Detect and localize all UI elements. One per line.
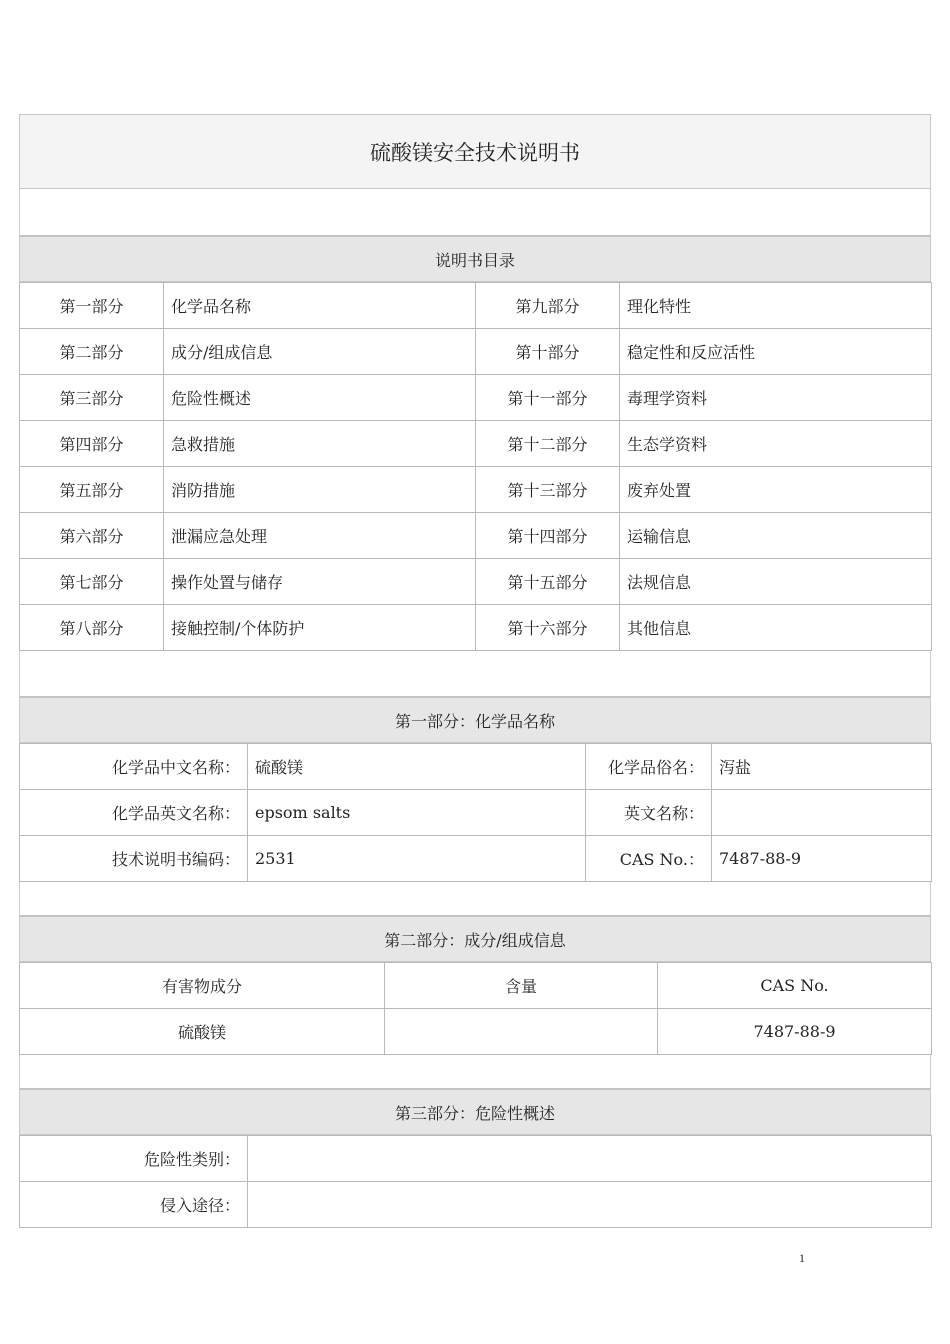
component-cell: 硫酸镁: [20, 1009, 385, 1055]
section3-table: [19, 1135, 932, 1228]
table-row: [20, 836, 932, 882]
spacer: [19, 651, 931, 696]
table-row: [20, 1136, 932, 1182]
toc-part-name: 急救措施: [164, 421, 476, 467]
table-row: [20, 1182, 932, 1228]
section3-header: 第三部分：危险性概述: [19, 1088, 931, 1135]
toc-row: [20, 467, 932, 513]
spacer: [19, 189, 931, 235]
toc-part-number: 第三部分: [20, 375, 164, 421]
content-cell: [385, 1009, 658, 1055]
page-number: 1: [799, 1251, 805, 1265]
field-value: 2531: [248, 836, 586, 882]
field-label: 技术说明书编码：: [20, 836, 248, 882]
exposure-route-value: [248, 1182, 932, 1228]
toc-part-number: 第七部分: [20, 559, 164, 605]
toc-row: [20, 605, 932, 651]
toc-part-name: 化学品名称: [164, 283, 476, 329]
spacer: [19, 1055, 931, 1088]
column-header: 有害物成分: [20, 963, 385, 1009]
toc-part-number: 第十二部分: [476, 421, 620, 467]
toc-part-number: 第九部分: [476, 283, 620, 329]
toc-part-name: 废弃处置: [620, 467, 932, 513]
section1-header: 第一部分：化学品名称: [19, 696, 931, 743]
toc-row: [20, 283, 932, 329]
field-value: epsom salts: [248, 790, 586, 836]
toc-part-name: 运输信息: [620, 513, 932, 559]
toc-part-number: 第二部分: [20, 329, 164, 375]
table-header-row: [20, 963, 932, 1009]
field-label: 英文名称：: [586, 790, 712, 836]
field-label: 化学品俗名：: [586, 744, 712, 790]
table-row: [20, 1009, 932, 1055]
toc-part-name: 接触控制/个体防护: [164, 605, 476, 651]
exposure-route-label: 侵入途径：: [20, 1182, 248, 1228]
column-header: 含量: [385, 963, 658, 1009]
field-label: CAS No.：: [586, 836, 712, 882]
toc-part-number: 第十四部分: [476, 513, 620, 559]
toc-part-number: 第一部分: [20, 283, 164, 329]
toc-part-name: 理化特性: [620, 283, 932, 329]
column-header: CAS No.: [658, 963, 932, 1009]
field-value: 硫酸镁: [248, 744, 586, 790]
toc-part-number: 第五部分: [20, 467, 164, 513]
cas-cell: 7487-88-9: [658, 1009, 932, 1055]
section2-table: [19, 962, 932, 1055]
toc-part-number: 第十三部分: [476, 467, 620, 513]
hazard-category-value: [248, 1136, 932, 1182]
table-row: [20, 744, 932, 790]
toc-part-name: 其他信息: [620, 605, 932, 651]
field-value: 7487-88-9: [712, 836, 932, 882]
toc-part-name: 操作处置与储存: [164, 559, 476, 605]
hazard-category-label: 危险性类别：: [20, 1136, 248, 1182]
field-value: 泻盐: [712, 744, 932, 790]
section1-table: [19, 743, 932, 882]
toc-part-number: 第十五部分: [476, 559, 620, 605]
toc-part-name: 成分/组成信息: [164, 329, 476, 375]
toc-part-name: 危险性概述: [164, 375, 476, 421]
toc-part-number: 第十六部分: [476, 605, 620, 651]
field-label: 化学品中文名称：: [20, 744, 248, 790]
toc-part-number: 第十部分: [476, 329, 620, 375]
toc-part-name: 消防措施: [164, 467, 476, 513]
toc-part-number: 第六部分: [20, 513, 164, 559]
toc-row: [20, 421, 932, 467]
table-row: [20, 790, 932, 836]
toc-table: [19, 282, 932, 651]
toc-row: [20, 559, 932, 605]
section2-header: 第二部分：成分/组成信息: [19, 915, 931, 962]
toc-part-name: 法规信息: [620, 559, 932, 605]
toc-part-number: 第十一部分: [476, 375, 620, 421]
toc-part-name: 稳定性和反应活性: [620, 329, 932, 375]
toc-part-name: 毒理学资料: [620, 375, 932, 421]
toc-part-name: 生态学资料: [620, 421, 932, 467]
toc-row: [20, 329, 932, 375]
toc-part-number: 第八部分: [20, 605, 164, 651]
field-value: [712, 790, 932, 836]
field-label: 化学品英文名称：: [20, 790, 248, 836]
toc-part-number: 第四部分: [20, 421, 164, 467]
document-page: [19, 114, 931, 1228]
toc-part-name: 泄漏应急处理: [164, 513, 476, 559]
document-title: 硫酸镁安全技术说明书: [19, 114, 931, 189]
toc-header: 说明书目录: [19, 235, 931, 282]
toc-row: [20, 513, 932, 559]
spacer: [19, 882, 931, 915]
toc-row: [20, 375, 932, 421]
